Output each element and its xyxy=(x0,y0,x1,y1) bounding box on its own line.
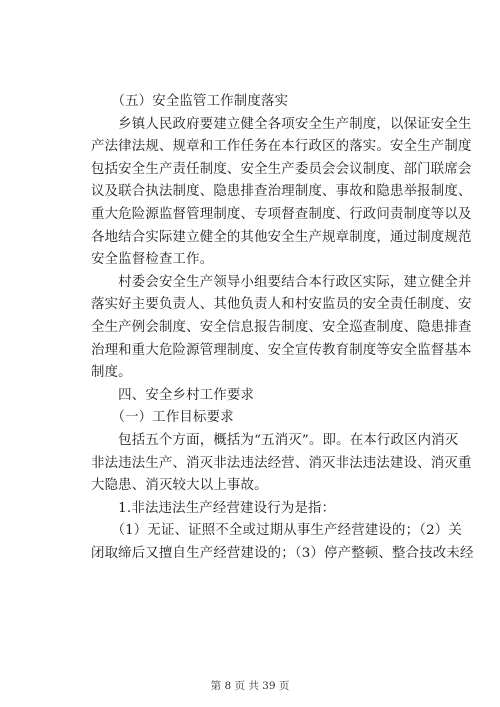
section-heading-4: 四、安全乡村工作要求 xyxy=(91,387,255,403)
paragraph-line: 制度。 xyxy=(91,365,132,381)
paragraph-line: 安全监督检查工作。 xyxy=(91,252,214,268)
paragraph-line: 大隐患、消灭较大以上事故。 xyxy=(91,478,268,494)
page-footer: 第 8 页 共 39 页 xyxy=(210,680,290,692)
paragraph-line: 重大危险源监督管理制度、专项督查制度、行政问责制度等以及 xyxy=(91,206,472,222)
paragraph-line: 各地结合实际建立健全的其他安全生产规章制度，通过制度规范 xyxy=(91,229,472,245)
paragraph-line: （1）无证、证照不全或过期从事生产经营建设的；（2）关 xyxy=(91,523,462,539)
paragraph-line: 包括安全生产责任制度、安全生产委员会会议制度、部门联席会 xyxy=(91,161,472,177)
paragraph-line: 产法律法规、规章和工作任务在本行政区的落实。安全生产制度 xyxy=(91,139,472,155)
paragraph-line: 非法违法生产、消灭非法违法经营、消灭非法违法建设、消灭重 xyxy=(91,455,472,471)
paragraph-line: 包括五个方面，概括为“五消灭”。即。在本行政区内消灭 xyxy=(91,432,459,448)
list-heading-1: 1.非法违法生产经营建设行为是指： xyxy=(91,500,336,516)
subsection-heading-1: （一）工作目标要求 xyxy=(91,410,234,426)
paragraph-line: 治理和重大危险源管理制度、安全宣传教育制度等安全监督基本 xyxy=(91,342,472,358)
section-heading-5: （五）安全监管工作制度落实 xyxy=(91,94,289,109)
paragraph-line: 闭取缔后又擅自生产经营建设的；（3）停产整顿、整合技改未经 xyxy=(91,545,474,561)
paragraph-line: 全生产例会制度、安全信息报告制度、安全巡查制度、隐患排查 xyxy=(91,319,472,335)
paragraph-line: 议及联合执法制度、隐患排查治理制度、事故和隐患举报制度、 xyxy=(91,184,472,200)
paragraph-line: 落实好主要负责人、其他负责人和村安监员的安全责任制度、安 xyxy=(91,297,472,313)
document-body xyxy=(91,91,474,565)
paragraph-line: 乡镇人民政府要建立健全各项安全生产制度，以保证安全生 xyxy=(91,116,472,132)
paragraph-line: 村委会安全生产领导小组要结合本行政区实际，建立健全并 xyxy=(91,274,472,290)
